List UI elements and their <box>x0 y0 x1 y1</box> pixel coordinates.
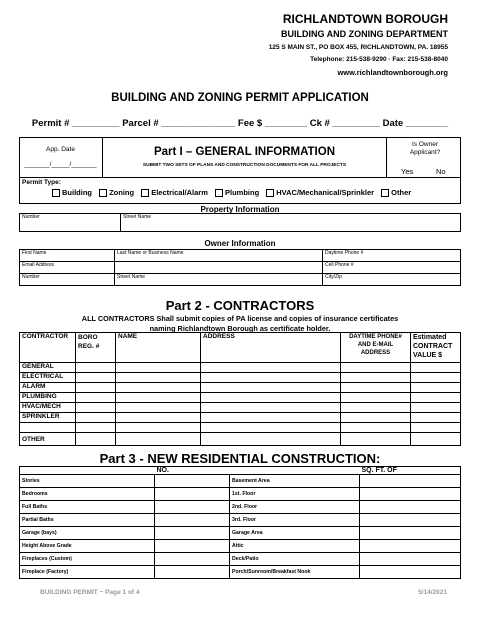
res-label: Stories <box>20 475 155 488</box>
table-cell[interactable] <box>201 393 341 403</box>
res-label: Basement Area <box>230 475 360 488</box>
table-cell[interactable] <box>411 423 461 433</box>
table-cell[interactable] <box>341 433 411 446</box>
owner-dayphone-cell[interactable] <box>323 250 461 262</box>
contractor-row-label: OTHER <box>20 433 76 446</box>
contractor-row-label: ELECTRICAL <box>20 373 76 383</box>
table-cell[interactable] <box>201 403 341 413</box>
table-cell[interactable] <box>201 433 341 446</box>
table-cell[interactable] <box>155 527 230 540</box>
table-cell[interactable] <box>341 383 411 393</box>
table-cell[interactable] <box>155 540 230 553</box>
table-cell[interactable] <box>201 423 341 433</box>
res-label: 2nd. Floor <box>230 501 360 514</box>
property-number-cell[interactable] <box>20 214 121 232</box>
table-cell[interactable] <box>341 393 411 403</box>
col-no: NO. <box>155 467 230 475</box>
owner-heading: Owner Information <box>204 239 276 248</box>
table-cell[interactable] <box>341 423 411 433</box>
contractor-row-label: PLUMBING <box>20 393 76 403</box>
owner-table <box>19 249 461 286</box>
owner-first-cell[interactable] <box>20 250 115 262</box>
table-cell[interactable] <box>341 363 411 373</box>
col-sqft: SQ. FT. OF <box>360 467 461 475</box>
table-cell[interactable] <box>201 413 341 423</box>
res-label: Partial Baths <box>20 514 155 527</box>
field-label: Email Address <box>22 262 54 268</box>
part2-heading: Part 2 - CONTRACTORS <box>165 298 315 313</box>
field-label: First Name <box>22 250 47 256</box>
col-name: NAME <box>116 333 201 363</box>
property-table <box>19 213 461 232</box>
permit-type-plumbing[interactable]: Plumbing <box>224 188 260 197</box>
table-cell[interactable] <box>201 383 341 393</box>
owner-applicant-question: Is Owner Applicant? <box>409 141 441 156</box>
res-label: Garage Area <box>230 527 360 540</box>
table-cell[interactable] <box>411 393 461 403</box>
field-label: Street Name <box>123 214 152 220</box>
owner-last-cell[interactable] <box>115 250 323 262</box>
field-label: Number <box>22 274 40 280</box>
res-label: 3rd. Floor <box>230 514 360 527</box>
col-address: ADDRESS <box>201 333 341 363</box>
table-cell[interactable] <box>116 433 201 446</box>
checkbox[interactable] <box>215 189 223 197</box>
table-cell[interactable] <box>201 363 341 373</box>
owner-cell-cell[interactable] <box>323 262 461 274</box>
res-label: Porch/Sunroom/Breakfast Nook <box>230 566 360 579</box>
owner-email-value[interactable] <box>115 262 323 274</box>
contractor-row-label: GENERAL <box>20 363 76 373</box>
app-date-field[interactable]: _______/_____/_______ <box>24 161 97 168</box>
res-label: Attic <box>230 540 360 553</box>
field-label: City/Zip <box>325 274 342 280</box>
table-cell[interactable] <box>76 363 116 373</box>
org-name: RICHLANDTOWN BOROUGH <box>282 12 448 26</box>
table-cell[interactable] <box>116 393 201 403</box>
permit-type-zoning[interactable]: Zoning <box>109 188 135 197</box>
table-cell[interactable] <box>76 373 116 383</box>
field-label: Daytime Phone # <box>325 250 364 256</box>
checkbox[interactable] <box>141 189 149 197</box>
res-label: Deck/Patio <box>230 553 360 566</box>
form-title: BUILDING AND ZONING PERMIT APPLICATION <box>111 92 369 104</box>
table-cell[interactable] <box>360 488 461 501</box>
table-cell[interactable] <box>341 413 411 423</box>
table-cell[interactable] <box>76 403 116 413</box>
owner-street-cell[interactable] <box>115 274 323 286</box>
checkbox[interactable] <box>266 189 274 197</box>
table-cell[interactable] <box>116 363 201 373</box>
table-cell[interactable] <box>341 373 411 383</box>
table-cell[interactable] <box>360 553 461 566</box>
permit-type-electrical[interactable]: Electrical/Alarm <box>151 188 208 197</box>
field-label: Street Name <box>117 274 146 280</box>
res-label: Height Above Grade <box>20 540 155 553</box>
table-cell[interactable] <box>360 527 461 540</box>
table-cell <box>230 467 360 475</box>
res-label: Bedrooms <box>20 488 155 501</box>
owner-email-cell[interactable] <box>20 262 115 274</box>
permit-type-label: Permit Type: <box>22 179 61 186</box>
contractor-row-label <box>20 423 76 433</box>
owner-cityzip-cell[interactable] <box>323 274 461 286</box>
table-cell[interactable] <box>116 423 201 433</box>
res-label: Fireplaces (Custom) <box>20 553 155 566</box>
col-phone-email: DAYTIME PHONE# AND E-MAIL ADDRESS <box>341 333 411 363</box>
checkbox[interactable] <box>381 189 389 197</box>
table-cell[interactable] <box>76 383 116 393</box>
table-cell[interactable] <box>341 403 411 413</box>
owner-number-cell[interactable] <box>20 274 115 286</box>
table-cell[interactable] <box>360 514 461 527</box>
website[interactable]: www.richlandtownborough.org <box>337 68 448 77</box>
part1-heading: Part I – GENERAL INFORMATION <box>153 146 336 158</box>
table-cell[interactable] <box>411 433 461 446</box>
table-cell[interactable] <box>155 514 230 527</box>
owner-no[interactable]: No <box>436 167 446 176</box>
table-cell[interactable] <box>116 403 201 413</box>
dept-name: BUILDING AND ZONING DEPARTMENT <box>281 29 448 39</box>
permit-type-options <box>47 188 411 198</box>
contractor-table <box>19 332 461 446</box>
table-cell[interactable] <box>411 413 461 423</box>
contractor-row-label: HVAC/MECH <box>20 403 76 413</box>
res-label: 1st. Floor <box>230 488 360 501</box>
table-cell[interactable] <box>155 566 230 579</box>
table-cell[interactable] <box>155 488 230 501</box>
table-cell[interactable] <box>76 413 116 423</box>
col-contractor: CONTRACTOR <box>20 333 76 363</box>
col-boro-reg: BORO REG. # <box>76 333 116 363</box>
table-cell <box>20 467 155 475</box>
permit-line[interactable]: Permit # _________ Parcel # ______________ Fee $ ________ Ck # _________ Date ________ <box>31 118 449 129</box>
table-cell[interactable] <box>116 383 201 393</box>
table-cell[interactable] <box>155 553 230 566</box>
table-cell[interactable] <box>360 540 461 553</box>
contractor-row-label: ALARM <box>20 383 76 393</box>
dept-phone: Telephone: 215-538-9290 · Fax: 215-538-8040 <box>310 56 448 63</box>
footer-date: 5/14/2021 <box>418 589 447 596</box>
property-street-cell[interactable] <box>121 214 461 232</box>
footer-page-label: BUILDING PERMIT ~ Page 1 of 4 <box>40 589 140 596</box>
field-label: Number <box>22 214 40 220</box>
table-cell[interactable] <box>116 413 201 423</box>
table-cell[interactable] <box>360 475 461 488</box>
permit-type-building[interactable]: Building <box>62 188 92 197</box>
part3-heading: Part 3 - NEW RESIDENTIAL CONSTRUCTION: <box>99 451 381 466</box>
permit-type-hvac[interactable]: HVAC/Mechanical/Sprinkler <box>276 188 375 197</box>
owner-yes[interactable]: Yes <box>401 167 414 176</box>
property-heading: Property Information <box>200 205 280 214</box>
table-cell[interactable] <box>76 423 116 433</box>
checkbox[interactable] <box>99 189 107 197</box>
table-cell[interactable] <box>360 566 461 579</box>
table-cell[interactable] <box>411 383 461 393</box>
field-label: Cell Phone # <box>325 262 354 268</box>
app-date-label: App. Date <box>46 146 75 153</box>
table-cell[interactable] <box>411 373 461 383</box>
dept-address: 125 S MAIN ST., PO BOX 455, RICHLANDTOWN, PA. 18955 <box>268 44 448 51</box>
table-cell[interactable] <box>76 393 116 403</box>
part1-sub: SUBMIT TWO SETS OF PLANS AND CONSTRUCTION DOCUMENTS FOR ALL PROJECTS <box>142 163 347 168</box>
table-cell[interactable] <box>155 475 230 488</box>
res-label: Fireplace (Factory) <box>20 566 155 579</box>
table-cell[interactable] <box>76 433 116 446</box>
table-cell[interactable] <box>411 363 461 373</box>
table-cell[interactable] <box>411 403 461 413</box>
table-cell[interactable] <box>155 501 230 514</box>
field-label: Last Name or Business Name <box>117 250 184 256</box>
table-cell[interactable] <box>116 373 201 383</box>
res-label: Full Baths <box>20 501 155 514</box>
checkbox[interactable] <box>52 189 60 197</box>
table-cell[interactable] <box>360 501 461 514</box>
part2-note: ALL CONTRACTORS Shall submit copies of PA license and copies of insurance certificates naming Richlandtown Borough as certificate holder. <box>81 314 399 333</box>
permit-type-other[interactable]: Other <box>391 188 412 197</box>
residential-table <box>19 466 461 579</box>
col-contract-value: Estimated CONTRACT VALUE $ <box>411 333 461 363</box>
contractor-row-label: SPRINKLER <box>20 413 76 423</box>
table-cell[interactable] <box>201 373 341 383</box>
res-label: Garage (bays) <box>20 527 155 540</box>
